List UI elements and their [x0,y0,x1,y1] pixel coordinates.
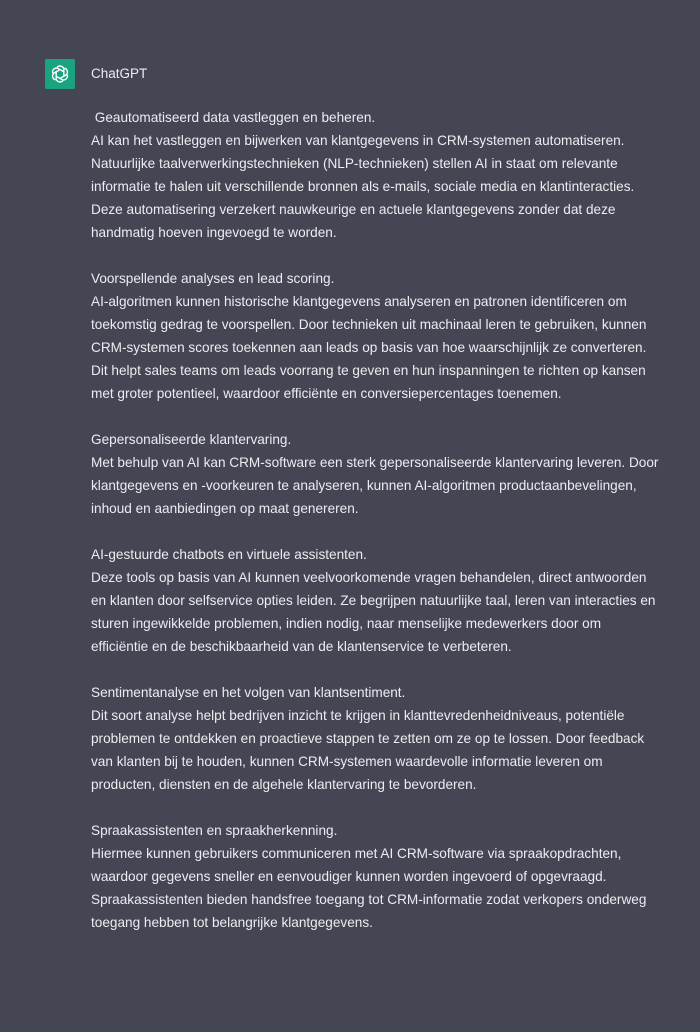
section-body: Dit soort analyse helpt bedrijven inzicht te krijgen in klanttevredenheidniveaus, potentiële problemen te ontdekken en proactieve stappen te zetten om ze op te lossen. Door feedback van klanten bij te houden, kunnen CRM-systemen waardevolle informatie leveren om producten, diensten en de algehele klantervaring te bevorderen. [91,708,645,792]
section-heading: Spraakassistenten en spraakherkenning. [91,823,338,838]
message-section [91,267,659,405]
message-section [91,819,659,934]
section-heading: Gepersonaliseerde klantervaring. [91,432,292,447]
section-body: AI kan het vastleggen en bijwerken van klantgegevens in CRM-systemen automatiseren. Natuurlijke taalverwerkingstechnieken (NLP-technieken) stellen AI in staat om relevante informatie te halen uit verschillende bronnen als e-mails, sociale media en klantinteracties. Deze automatisering verzekert nauwkeurige en actuele klantgegevens zonder dat deze handmatig hoeven ingevoegd te worden. [91,133,635,240]
message-section [91,428,659,520]
openai-logo-icon [49,63,71,85]
assistant-avatar [45,59,75,89]
section-heading: Geautomatiseerd data vastleggen en beheren. [91,110,376,125]
message-section [91,681,659,796]
section-body: AI-algoritmen kunnen historische klantgegevens analyseren en patronen identificeren om toekomstig gedrag te voorspellen. Door technieken uit machinaal leren te gebruiken, kunnen CRM-systemen scores toekennen aan leads op basis van hoe waarschijnlijk ze converteren. Dit helpt sales teams om leads voorrang te geven en hun inspanningen te richten op kansen met groter potentieel, waardoor efficiënte en conversiepercentages toenemen. [91,294,647,401]
section-body: Hiermee kunnen gebruikers communiceren met AI CRM-software via spraakopdrachten, waardoor gegevens sneller en eenvoudiger kunnen worden ingevoerd of opgevraagd. Spraakassistenten bieden handsfree toegang tot CRM-informatie zodat verkopers onderweg toegang hebben tot belangrijke klantgegevens. [91,846,647,930]
sender-name: ChatGPT [91,66,148,81]
section-heading: AI-gestuurde chatbots en virtuele assistenten. [91,547,367,562]
section-body: Deze tools op basis van AI kunnen veelvoorkomende vragen behandelen, direct antwoorden en klanten door selfservice opties leiden. Ze begrijpen natuurlijke taal, leren van interacties en sturen ingewikkelde problemen, indien nodig, naar menselijke medewerkers door om efficiëntie en de beschikbaarheid van de klantenservice te verbeteren. [91,570,656,654]
message-content [91,106,659,957]
message-section [91,543,659,658]
message-section [91,106,659,244]
section-heading: Sentimentanalyse en het volgen van klantsentiment. [91,685,406,700]
section-heading: Voorspellende analyses en lead scoring. [91,271,335,286]
section-body: Met behulp van AI kan CRM-software een sterk gepersonaliseerde klantervaring leveren. Door klantgegevens en -voorkeuren te analyseren, kunnen AI-algoritmen productaanbevelingen, inhoud en aanbiedingen op maat genereren. [91,455,659,516]
